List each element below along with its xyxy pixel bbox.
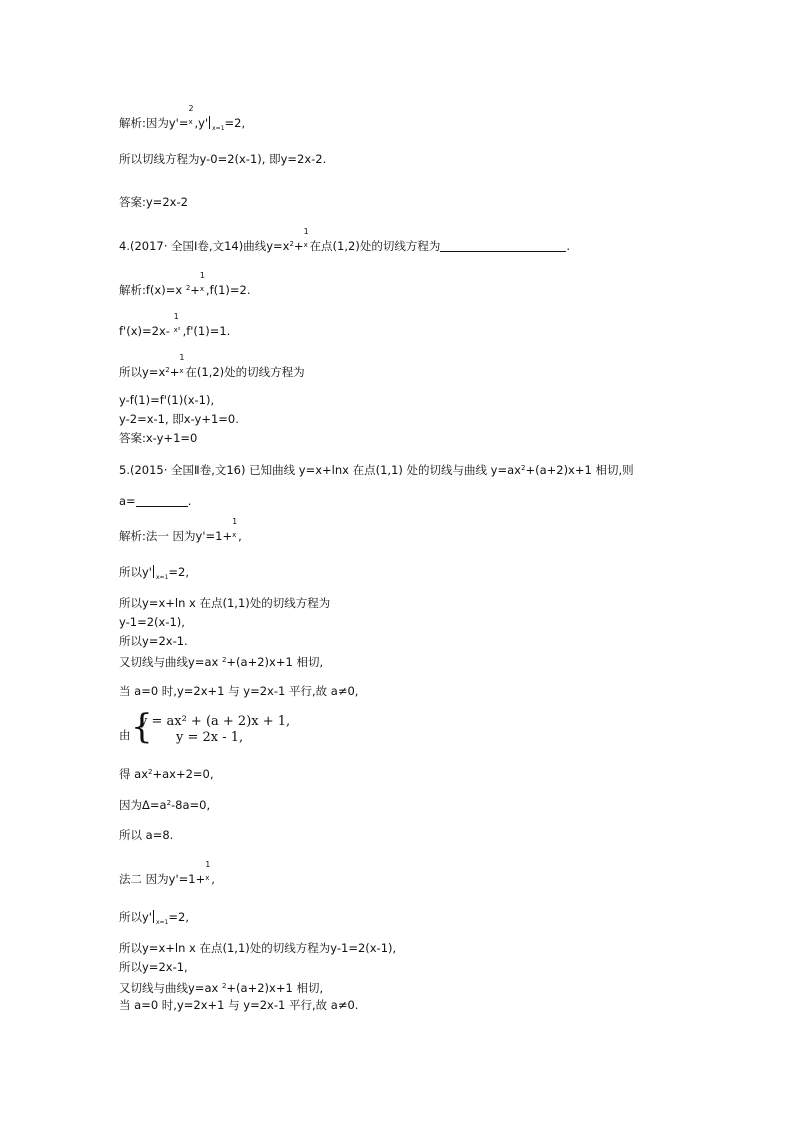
superscript: 2 xyxy=(166,799,172,807)
text: 5.(2015· 全国Ⅱ卷,文16) 已知曲线 y=x+lnx 在点(1,1) 处的切线与曲线 y=ax xyxy=(119,463,521,477)
question-5-blank-line xyxy=(119,494,191,508)
solution-5-method-1 xyxy=(119,517,242,543)
fraction xyxy=(303,227,310,250)
text: 法二 因为y'=1+ xyxy=(119,872,206,886)
text: 解析:f(x)=x xyxy=(119,283,186,297)
text: + xyxy=(190,283,200,297)
subscript: x=1 xyxy=(155,574,169,581)
answer-blank xyxy=(440,240,566,252)
text: , xyxy=(238,529,242,543)
solution-4-line-4: y-f(1)=f'(1)(x-1), xyxy=(119,393,215,407)
numerator: 1 xyxy=(232,517,238,526)
system-prefix: 由 xyxy=(119,728,131,742)
text: 解析:法一 因为y'=1+ xyxy=(119,529,233,543)
answer-line: 答案:y=2x-2 xyxy=(119,195,188,209)
text: , xyxy=(211,872,215,886)
superscript: 2 xyxy=(165,366,170,374)
text: +(a+2)x+1 相切,则 xyxy=(525,463,634,477)
answer-blank xyxy=(136,495,188,507)
system-row-2: y = 2x - 1, xyxy=(176,730,244,745)
solution-5-line-10 xyxy=(119,796,210,812)
text: . xyxy=(566,239,570,253)
text: 所以y=x xyxy=(119,365,166,379)
text: 4.(2017· 全国Ⅰ卷,文14)曲线y=x xyxy=(119,239,290,253)
text: . xyxy=(187,494,192,508)
solution-5-method-2 xyxy=(119,860,215,886)
solution-5-line-2 xyxy=(119,565,189,585)
question-4 xyxy=(119,227,570,253)
text: ,f(1)=2. xyxy=(205,283,251,297)
text: a= xyxy=(119,494,136,508)
numerator: 1 xyxy=(199,271,206,280)
superscript: 2 xyxy=(221,656,227,664)
answer-4: 答案:x-y+1=0 xyxy=(119,431,198,445)
text: 得 ax xyxy=(119,767,149,781)
text: =2, xyxy=(224,116,246,130)
text: 解析:因为y'= xyxy=(119,116,189,130)
method-2-line-6: 当 a=0 时,y=2x+1 与 y=2x-1 平行,故 a≠0. xyxy=(119,998,359,1012)
numerator: 1 xyxy=(303,227,309,236)
solution-5-line-7: 当 a=0 时,y=2x+1 与 y=2x-1 平行,故 a≠0, xyxy=(119,684,359,698)
solution-5-line-3: 所以y=x+ln x 在点(1,1)处的切线方程为 xyxy=(119,596,331,610)
text: =2, xyxy=(168,910,189,924)
denominator: x² xyxy=(173,326,181,334)
superscript: 2 xyxy=(221,982,227,990)
system-brace: { xyxy=(131,707,153,747)
text: f'(x)=2x- xyxy=(119,324,174,338)
denominator: x xyxy=(232,531,237,539)
text: 所以y' xyxy=(119,910,152,924)
numerator: 1 xyxy=(205,860,211,869)
fraction xyxy=(232,517,238,540)
subscript: x=1 xyxy=(212,125,225,132)
text: + xyxy=(169,365,180,379)
fraction xyxy=(179,353,185,376)
text: +(a+2)x+1 相切, xyxy=(226,655,324,669)
solution-4-line-2 xyxy=(119,312,231,338)
denominator: x xyxy=(188,118,193,126)
tangent-equation-line: 所以切线方程为y-0=2(x-1), 即y=2x-2. xyxy=(119,152,327,166)
text: 在点(1,2)处的切线方程为 xyxy=(309,239,441,253)
denominator: x xyxy=(205,874,210,882)
solution-5-line-6 xyxy=(119,653,323,669)
fraction xyxy=(199,271,206,294)
solution-4-line-5: y-2=x-1, 即x-y+1=0. xyxy=(119,412,239,426)
method-2-line-3: 所以y=x+ln x 在点(1,1)处的切线方程为y-1=2(x-1), xyxy=(119,941,397,955)
subscript: x=1 xyxy=(155,919,169,926)
text: ,y' xyxy=(194,116,209,130)
text: 又切线与曲线y=ax xyxy=(119,981,222,995)
fraction xyxy=(205,860,211,883)
denominator: x xyxy=(179,367,184,375)
solution-5-line-11: 所以 a=8. xyxy=(119,828,174,842)
solution-4-line-3 xyxy=(119,353,305,379)
method-2-line-4: 所以y=2x-1, xyxy=(119,960,188,974)
solution-5-line-4: y-1=2(x-1), xyxy=(119,615,185,629)
fraction xyxy=(188,104,194,127)
text: -8a=0, xyxy=(171,798,211,812)
denominator: x xyxy=(199,285,205,293)
text: 又切线与曲线y=ax xyxy=(119,655,222,669)
system-row-1: y = ax² + (a + 2)x + 1, xyxy=(140,714,291,729)
text: 所以y' xyxy=(119,565,152,579)
text: 因为Δ=a xyxy=(119,798,167,812)
text: =2, xyxy=(168,565,189,579)
evaluation-bar xyxy=(209,116,210,129)
text: ,f'(1)=1. xyxy=(182,324,231,338)
solution-5-line-5: 所以y=2x-1. xyxy=(119,634,188,648)
solution-5-line-9 xyxy=(119,765,214,781)
solution-derivative-line xyxy=(119,104,246,136)
text: 在(1,2)处的切线方程为 xyxy=(185,365,305,379)
numerator: 1 xyxy=(173,312,179,321)
denominator: x xyxy=(303,241,308,249)
superscript: 2 xyxy=(520,464,526,472)
evaluation-bar xyxy=(153,910,154,923)
fraction xyxy=(173,312,183,335)
superscript: 2 xyxy=(185,284,191,292)
numerator: 1 xyxy=(179,353,185,362)
evaluation-bar xyxy=(153,565,154,578)
solution-4-line-1 xyxy=(119,271,251,297)
superscript: 2 xyxy=(148,768,153,776)
question-5 xyxy=(119,461,634,477)
text: + xyxy=(293,239,304,253)
superscript: 2 xyxy=(289,240,294,248)
text: +(a+2)x+1 相切, xyxy=(226,981,324,995)
method-2-line-2 xyxy=(119,910,189,930)
numerator: 2 xyxy=(188,104,194,113)
text: +ax+2=0, xyxy=(152,767,214,781)
method-2-line-5 xyxy=(119,979,323,995)
